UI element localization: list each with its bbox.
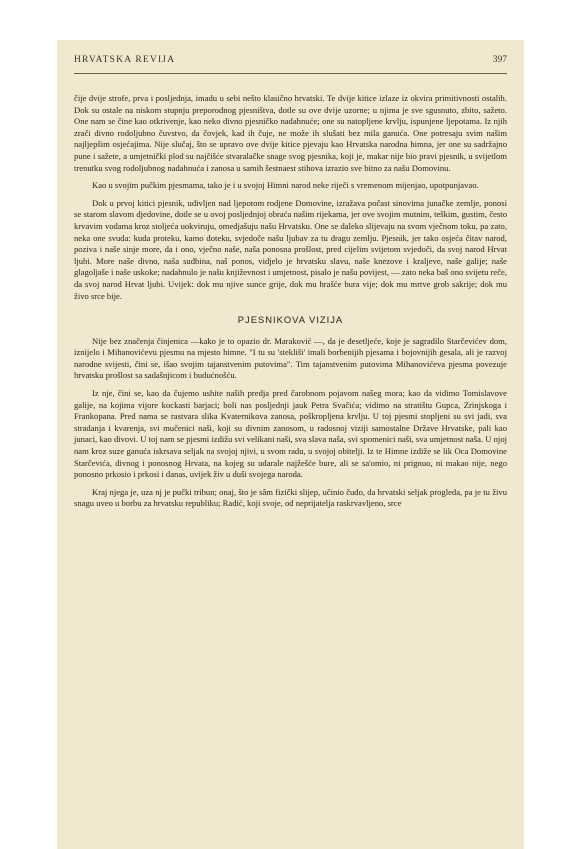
book-page	[57, 40, 524, 849]
header-rule	[74, 73, 507, 74]
page-body	[74, 93, 507, 516]
page-number: 397	[492, 55, 507, 65]
paragraph: Kao u svojim pučkim pjesmama, tako je i u svojoj Himni narod neke riječi s vremenom mijenjao, upotpunjavao.	[92, 180, 479, 191]
running-header	[74, 55, 507, 65]
paragraph: Dok u prvoj kitici pjesnik, udivljen nad ljepotom rodjene Domovine, izražava počast sinovima junačke zemlje, ponosi se starom slavom djedovine, dotle se u ovoj posljednjoj obraća našim rijekama, jer ove svojim mutnim, teškim, gustim, često krvavim vodama kroz stoljeća uokviruju, omedjašuju našu Hrvatsku. One se daleko slijevaju na svom vječnom toku, pa zato, neka one svuda: kuda proteku, kamo doteku, svjedoče našu ljubav za tu dragu zemlju. Pjesnik, jer tako osjeća čitav narod, poziva i naše sinje more, da i ono, vječno naše, naša ponosna prošlost, pred cijelim svijetom svjedoči, da svoj narod Hrvat ljubi. More naše divno, naša sudbina, naš ponos, vidjelo je hrvatsku slavu, naše knezove i kraljeve, naše galije; naše glagoljaše i naše uskoke; nadahnulo je našu književnost i umjetnost, pisalo je našu povijest, — zato neka baš ono svijetu reče, da svoj narod Hrvat ljubi. Uvijek: dok mu njive sunce grije, dok mu hrašće bura vije; dok mu mrtve grob sakrije; dok mu živo srce bije.	[74, 197, 507, 301]
journal-title: HRVATSKA REVIJA	[74, 55, 176, 65]
paragraph: čije dvije strofe, prva i posljednja, imadu u sebi nešto klasično hrvatski. Te dvije kitice izlaze iz okvira primitivnosti ostalih. Dok su ostale na niskom stupnju preporodnog pjesništva, dotle su ove dvije uzorne; u njima je sve sgusnuto, zbito, sažeto. One nam se čine kao otkrivenje, kao neko divno pjesničko nadahnuće; one su natopljene krvlju, ispunjene ljepotama. Iz njih zrači divno rodoljubno čuvstvo, da čovjek, kad ih čuje, ne može ih slušati bez mila ganuća. One potresaju svim našim najljepšim osjećajima. Nije slučaj, što se upravo ove dvije kitice pjevaju kao Hrvatska narodna himna, jer one su sadržajno pune i sažete, a umjetnički plod su najčišće stvaralačke snage svog pjesnika, koji je, makar nije bio pravi pjesnik, u svijetlom trenutku svog rodoljubnog nadahnuća i zanosa u samih šestnaest stihova izrazio sve bitno za našu Domovinu.	[74, 93, 507, 173]
paragraph: Iz nje, čini se, kao da čujemo ushite naših predja pred čarobnom pojavom našeg mora; kao da vidimo Tomislavove galije, na kojima vijore kockasti barjaci; boli nas posljednji jauk Petra Svačića; vidimo na stratištu Gupca, Zrinjskoga i Frankopana. Pred nama se rastvara slika Kvaternikova zanosa, poškropljena krvlju. U toj pjesmi stopljeni su svi jadi, sva stradanja i kvarenja, svi mučenici naši, koji su divnim zanosom, u radosnoj viziji samostalne Države Hrvatske, pali kao junaci, kao divovi. U toj nam se pjesmi izdižu svi velikani naši, sva slava naša, svi spomenici naši, sva umjetnost naša. U njoj nam kroz suze ganuća iskrsava seljak na svojoj njivi, u svom radu, u svojoj obitelji. Iz te Himne izdiže se lik Oca Domovine Starčevića, divnog i ponosnog Hrvata, na kojeg su udarale najžešće bure, ali se sa'omio, ni prignuo, ni makao nije, nego ponosno prkosio i prkosi i danas, uvijek živ u duši svojega naroda.	[74, 388, 507, 480]
section-heading: PJESNIKOVA VIZIJA	[237, 314, 344, 326]
paragraph: Kraj njega je, uza nj je pučki tribun; onaj, što je sâm fizički slijep, učinio čudo, da hrvatski seljak progleda, pa je tu živu snagu uveo u borbu za hrvatsku republiku; Radić, koji svoje, od neprijatelja raskrvavljeno, srce	[74, 486, 507, 509]
paragraph: Nije bez značenja činjenica —kako je to opazio dr. Maraković —, da je desetljeće, koje je sagradilo Starčevićev dom, iznijelo i Mihanovićevu pjesmu na mjesto himne. "I tu su 'stekliši' imali borbenijih pjesama i bojovnijih gesala, ali je razvoj narodne svijesti, čini se, išao svojim tajanstvenim putovima". Tim tajanstvenim putovima Mihanovićeva pjesma povezuje hrvatsku prošlost sa sadašnjicom i budućnošću.	[74, 335, 507, 381]
